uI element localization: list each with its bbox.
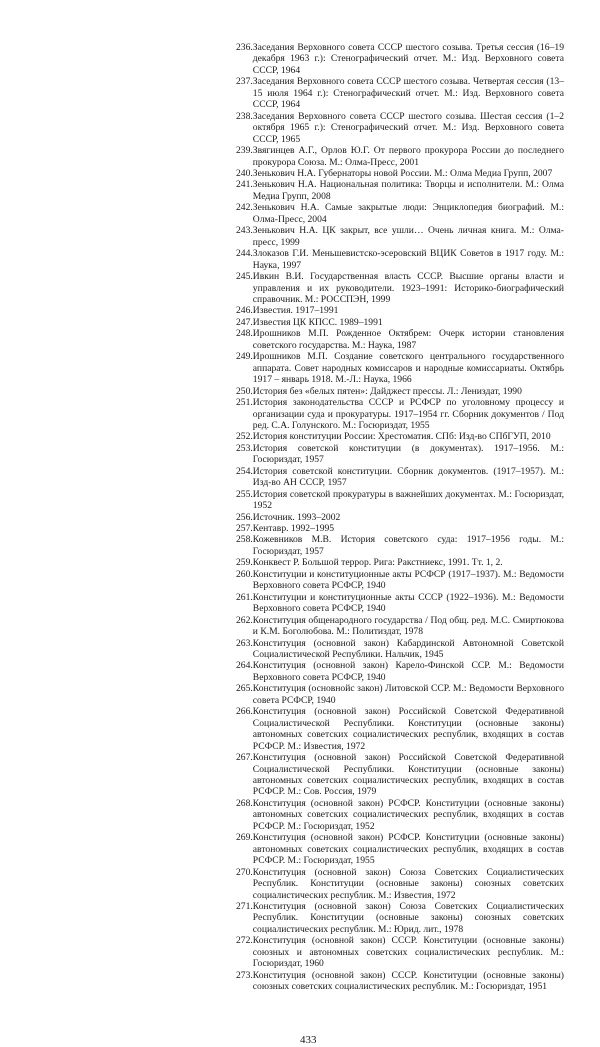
entry-text: Конституция (основной закон) Карело-Финской ССР. М.: Ведомости Верховного совета РСФСР, 1940 bbox=[252, 660, 564, 683]
bibliography-entry bbox=[236, 225, 564, 248]
entry-text: Конституция (основной закон) СССР. Конституции (основные законы) союзных и автономных советских социалистических республик. М.: Госюриздат, 1960 bbox=[252, 935, 564, 970]
bibliography-entry bbox=[236, 638, 564, 661]
bibliography-entry bbox=[236, 534, 564, 557]
bibliography-entry bbox=[236, 248, 564, 271]
entry-text: Конституции и конституционные акты РСФСР (1917–1937). М.: Ведомости Верховного совета РСФСР, 1940 bbox=[252, 568, 564, 592]
bibliography-entry bbox=[236, 431, 564, 442]
bibliography-entry bbox=[236, 901, 564, 935]
entry-text: Конституция (основной закон) Союза Советских Социалистических Республик. Конституции (основные законы) союзных советских социалистических республик. М.: Юрид. лит., 1978 bbox=[252, 900, 564, 935]
entry-number: 253. bbox=[236, 442, 253, 454]
entry-text: Зенькович Н.А. Губернаторы новой России. М.: Олма Медиа Групп, 2007 bbox=[252, 167, 553, 179]
entry-text: Конституция (основной закон) РСФСР. Конституции (основные законы) автономных советских социалистических республик, входящих в состав РСФСР. М.: Госюриздат, 1955 bbox=[252, 832, 564, 867]
bibliography-entry bbox=[236, 145, 564, 168]
entry-text: Заседания Верховного совета СССР шестого созыва. Шестая сессия (1–2 октября 1965 г.): Стенографический отчет. М.: Изд. Верховного совета СССР, 1965 bbox=[252, 110, 564, 145]
entry-number: 243. bbox=[236, 225, 253, 237]
entry-text: Ирошников М.П. Создание советского центрального государственного аппарата. Совет народных комиссаров и народные комиссариаты. Октябрь 1917 – январь 1918. М.-Л.: Наука, 1966 bbox=[252, 351, 564, 386]
bibliography-entry bbox=[236, 489, 564, 512]
bibliography-entry bbox=[236, 466, 564, 489]
entry-number: 259. bbox=[236, 557, 253, 569]
entry-number: 257. bbox=[236, 523, 253, 535]
entry-text: Заседания Верховного совета СССР шестого созыва. Третья сессия (16–19 декабря 1963 г.): Стенографический отчет. М.: Изд. Верховного совета СССР, 1964 bbox=[252, 42, 564, 76]
entry-text: Звягинцев А.Г., Орлов Ю.Г. От первого прокурора России до последнего прокурора Союза. М.: Олма-Пресс, 2001 bbox=[252, 145, 564, 168]
bibliography-entry bbox=[236, 42, 564, 76]
bibliography-entry bbox=[236, 557, 564, 568]
entry-number: 246. bbox=[236, 305, 253, 317]
entry-text: Конституция (основной закон) Кабардинской Автономной Советской Социалистической Республики. Нальчик, 1945 bbox=[252, 637, 564, 661]
entry-text: История законодательства СССР и РСФСР по уголовному процессу и организации суда и прокуратуры. 1917–1954 гг. Сборник документов / Под ред. С.А. Голунского. М.: Госюриздат, 1955 bbox=[252, 397, 564, 431]
entry-number: 245. bbox=[236, 271, 253, 283]
entry-number: 272. bbox=[236, 935, 253, 947]
entry-text: Конституция общенародного государства / Под общ. ред. М.С. Смиртюкова и К.М. Боголюбова. М.: Политиздат, 1978 bbox=[252, 614, 564, 638]
entry-number: 273. bbox=[236, 969, 253, 981]
entry-number: 237. bbox=[236, 76, 253, 88]
entry-number: 266. bbox=[236, 706, 253, 718]
page-content bbox=[236, 42, 564, 1047]
entry-number: 271. bbox=[236, 900, 253, 912]
entry-text: Конституция (основной закон) Российской Советской Федеративной Социалистической Республики. Конституции (основные законы) автономных советских социалистических республик, входящих в состав РСФСР. М.: Известия, 1972 bbox=[252, 706, 564, 752]
entry-number: 249. bbox=[236, 351, 253, 363]
entry-text: Зенькович Н.А. Национальная политика: Творцы и исполнители. М.: Олма Медиа Групп, 2008 bbox=[252, 179, 564, 202]
entry-number: 258. bbox=[236, 534, 253, 546]
bibliography-entry bbox=[236, 179, 564, 202]
entry-number: 260. bbox=[236, 568, 253, 580]
entry-number: 261. bbox=[236, 591, 253, 603]
bibliography-entry bbox=[236, 305, 564, 316]
bibliography-entry bbox=[236, 386, 564, 397]
bibliography-entry bbox=[236, 592, 564, 615]
bibliography-entry bbox=[236, 935, 564, 969]
bibliography-entry bbox=[236, 706, 564, 752]
bibliography-entry bbox=[236, 202, 564, 225]
bibliography-entry bbox=[236, 351, 564, 385]
bibliography-entry bbox=[236, 832, 564, 866]
bibliography-entry bbox=[236, 660, 564, 683]
bibliography-entry bbox=[236, 752, 564, 798]
entry-text: Конквест Р. Большой террор. Рига: Ракстниекс, 1991. Тт. 1, 2. bbox=[252, 557, 503, 569]
entry-number: 255. bbox=[236, 488, 253, 500]
bibliography-entry bbox=[236, 523, 564, 534]
entry-number: 270. bbox=[236, 866, 253, 878]
bibliography-entry bbox=[236, 512, 564, 523]
entry-number: 242. bbox=[236, 202, 253, 214]
entry-number: 250. bbox=[236, 385, 253, 397]
entry-number: 268. bbox=[236, 797, 253, 809]
entry-number: 247. bbox=[236, 316, 253, 328]
entry-number: 263. bbox=[236, 637, 253, 649]
entry-text: Конституция (основной закон) Союза Советских Социалистических Республик. Конституции (основные законы) союзных советских социалистических республик. М.: Известия, 1972 bbox=[252, 866, 564, 901]
entry-text: Известия. 1917–1991 bbox=[252, 305, 339, 317]
entry-number: 251. bbox=[236, 397, 253, 409]
bibliography-entry bbox=[236, 798, 564, 832]
entry-number: 252. bbox=[236, 431, 253, 443]
bibliography-entry bbox=[236, 683, 564, 706]
bibliography-entry bbox=[236, 397, 564, 431]
entry-number: 236. bbox=[236, 42, 253, 53]
bibliography-entry bbox=[236, 328, 564, 351]
entry-text: История советской прокуратуры в важнейших документах. М.: Госюриздат, 1952 bbox=[252, 488, 564, 512]
bibliography-entry bbox=[236, 168, 564, 179]
entry-text: История советской конституции (в документах). 1917–1956. М.: Госюриздат, 1957 bbox=[252, 442, 564, 466]
entry-text: Ирошников М.П. Рожденное Октябрем: Очерк истории становления советского государства. М.: Наука, 1987 bbox=[252, 328, 564, 351]
entry-number: 241. bbox=[236, 179, 253, 191]
entry-number: 248. bbox=[236, 328, 253, 340]
entry-number: 264. bbox=[236, 660, 253, 672]
entry-text: Злоказов Г.И. Меньшевистско-эсеровский ВЦИК Советов в 1917 году. М.: Наука, 1997 bbox=[252, 248, 564, 271]
entry-text: Конституция (основнойс закон) Литовской ССР. М.: Ведомости Верховного совета РСФСР, 1940 bbox=[252, 683, 564, 706]
bibliography-list bbox=[236, 42, 564, 993]
entry-text: История советской конституции. Сборник документов. (1917–1957). М.: Изд-во АН СССР, 1957 bbox=[252, 465, 564, 489]
entry-number: 240. bbox=[236, 167, 253, 179]
bibliography-entry bbox=[236, 569, 564, 592]
entry-text: Конституция (основной закон) СССР. Конституции (основные законы) союзных советских социалистических республик. М.: Госюриздат, 1951 bbox=[252, 969, 564, 993]
entry-text: Заседания Верховного совета СССР шестого созыва. Четвертая сессия (13–15 июля 1964 г.): Стенографический отчет. М.: Изд. Верховного совета СССР, 1964 bbox=[252, 76, 564, 111]
bibliography-entry bbox=[236, 111, 564, 145]
entry-text: Зенькович Н.А. Самые закрытые люди: Энциклопедия биографий. М.: Олма-Пресс, 2004 bbox=[252, 202, 564, 225]
bibliography-entry bbox=[236, 970, 564, 993]
entry-text: Источник. 1993–2002 bbox=[252, 511, 341, 523]
entry-number: 244. bbox=[236, 248, 253, 260]
entry-text: Конституция (основной закон) РСФСР. Конституции (основные законы) автономных советских социалистических республик, входящих в состав РСФСР. М.: Госюриздат, 1952 bbox=[252, 797, 564, 832]
bibliography-entry bbox=[236, 867, 564, 901]
entry-text: История без «белых пятен»: Дайджест прессы. Л.: Лениздат, 1990 bbox=[252, 385, 522, 397]
entry-number: 269. bbox=[236, 832, 253, 844]
entry-number: 262. bbox=[236, 614, 253, 626]
entry-text: Известия ЦК КПСС. 1989–1991 bbox=[252, 316, 383, 328]
bibliography-entry bbox=[236, 76, 564, 110]
entry-number: 267. bbox=[236, 752, 253, 764]
entry-text: История конституции России: Хрестоматия. СПб: Изд-во СПбГУП, 2010 bbox=[252, 431, 551, 443]
bibliography-entry bbox=[236, 271, 564, 305]
entry-number: 239. bbox=[236, 145, 253, 157]
bibliography-entry bbox=[236, 317, 564, 328]
entry-text: Конституция (основной закон) Российской Советской Федеративной Социалистической Республики. Конституции (основные законы) автономных советских социалистических республик, входящих в состав РСФСР. М.: Сов. Россия, 1979 bbox=[252, 752, 564, 798]
entry-number: 265. bbox=[236, 683, 253, 695]
entry-text: Кожевников М.В. История советского суда: 1917–1956 годы. М.: Госюриздат, 1957 bbox=[252, 534, 564, 557]
bibliography-entry bbox=[236, 443, 564, 466]
entry-number: 256. bbox=[236, 511, 253, 523]
entry-text: Конституции и конституционные акты СССР (1922–1936). М.: Ведомости Верховного совета РСФСР, 1940 bbox=[252, 591, 564, 615]
page-number: 433 bbox=[300, 1033, 317, 1046]
entry-number: 254. bbox=[236, 465, 253, 477]
entry-number: 238. bbox=[236, 110, 253, 122]
bibliography-entry bbox=[236, 615, 564, 638]
entry-text: Ивкин В.И. Государственная власть СССР. Высшие органы власти и управления и их руководители. 1923–1991: Историко-биографический справочник. М.: РОССПЭН, 1999 bbox=[252, 271, 564, 305]
entry-text: Кентавр. 1992–1995 bbox=[252, 523, 335, 535]
entry-text: Зенькович Н.А. ЦК закрыт, все ушли… Очень личная книга. М.: Олма-пресс, 1999 bbox=[252, 225, 564, 248]
